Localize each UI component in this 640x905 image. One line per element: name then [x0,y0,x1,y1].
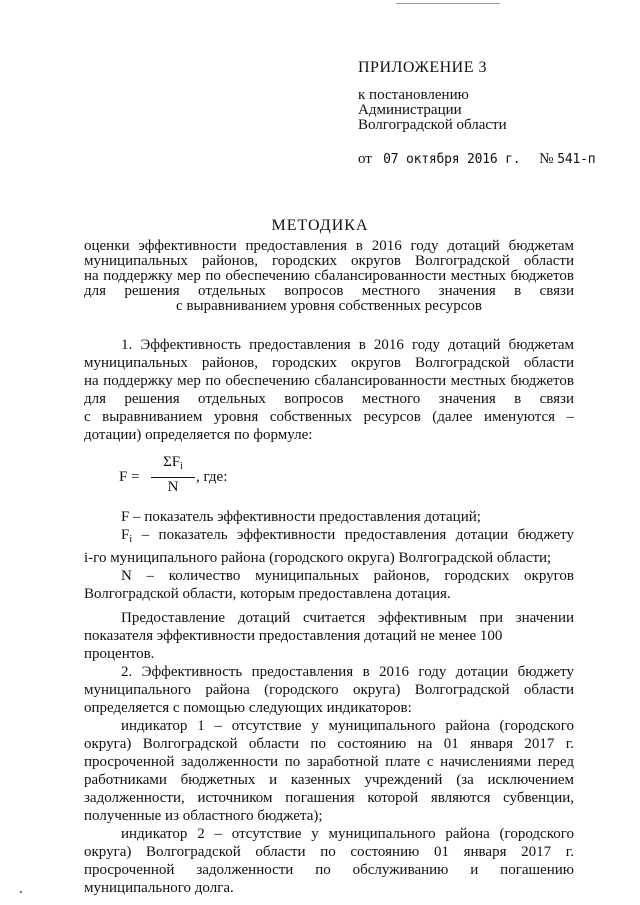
s1-line-4: для решения отдельных вопросов местного значения в связи [84,391,574,407]
ind1-line-1: индикатор 1 – отсутствие у муниципального района (городского [121,718,574,734]
numerator-subscript: i [180,461,183,472]
ind2-line-4: муниципального долга. [84,880,234,896]
fi-symbol: F [121,527,130,543]
appendix-title: ПРИЛОЖЕНИЕ 3 [358,59,488,76]
s2-line-1: 2. Эффективность предоставления в 2016 году дотации бюджету [121,664,574,680]
fi-subscript: i [129,534,133,545]
ind1-line-6: полученные из областного бюджета); [84,808,323,824]
def-n-line-1: N – количество муниципальных районов, городских округов [121,568,574,584]
formula-fraction [151,454,195,495]
s2-line-3: определяется с помощью следующих индикаторов: [84,700,412,716]
s2-line-2: муниципального района (городского округа) Волгоградской области [84,682,574,698]
number-prefix: № [539,151,554,167]
scan-speck [20,891,22,893]
ind2-line-3: просроченной задолженности по обслуживанию и погашению [84,862,574,878]
s1-line-1: 1. Эффективность предоставления в 2016 году дотаций бюджетам [121,337,574,353]
s1-line-6: дотации) определяется по формуле: [84,427,313,443]
s1-line-5: с выравниванием уровня собственных ресурсов (далее именуются – [84,409,574,425]
header-line-2: Администрации [358,102,462,118]
appendix-header [358,60,618,167]
ind1-line-4: работниками бюджетных и казенных учреждений (за исключением [84,772,574,788]
ind1-line-2: округа) Волгоградской области по состоянию на 01 января 2017 г. [84,736,574,752]
s1-line-2: муниципальных районов, городских округов Волгоградской области [84,355,574,371]
ind1-line-5: задолженности, источником погашения которой являются субвенции, [84,790,574,806]
date-prefix: от [358,151,372,167]
def-n-line-2: Волгоградской области, которым предоставлена дотация. [84,586,451,602]
document-subtitle [84,239,574,314]
numerator-text: ΣF [163,454,181,470]
def-f-line: F – показатель эффективности предоставления дотаций; [121,509,481,525]
date-value: 07 октября 2016 г. [383,152,521,167]
paragraph-effective [84,609,574,663]
ind1-line-3: просроченной задолженности по заработной плате с начислениями перед [84,754,574,770]
number-value: 541-п [557,152,596,167]
formula-lhs: F = [119,469,140,485]
def-fi-line-1 [84,526,574,549]
subtitle-line-4: для решения отдельных вопросов местного значения в связи [84,283,574,299]
formula-denominator: N [167,479,179,495]
resolution-date-line [358,152,618,167]
paragraph-indicator-1 [84,717,574,825]
paragraph-section-1 [84,336,574,444]
definition-fi [84,526,574,567]
subtitle-line-1: оценки эффективности предоставления в 2016 году дотаций бюджетам [84,238,574,254]
definition-f [84,508,574,526]
ind2-line-1: индикатор 2 – отсутствие у муниципального района (городского [121,826,574,842]
fraction-bar [151,477,195,478]
header-line-3: Волгоградской области [358,117,507,133]
definition-n [84,567,574,603]
formula-numerator [151,454,195,475]
top-edge-line [396,3,500,4]
def-fi-line-2: i-го муниципального района (городского округа) Волгоградской области; [84,550,552,566]
ind2-line-2: округа) Волгоградской области по состоянию 01 января 2017 г. [84,844,574,860]
document-title: МЕТОДИКА [271,217,369,234]
s1-line-3: на поддержку мер по обеспечению сбалансированности местных бюджетов [84,373,574,389]
subtitle-line-3: на поддержку мер по обеспечению сбалансированности местных бюджетов [84,268,574,284]
subtitle-line-2: муниципальных районов, городских округов Волгоградской области [84,253,574,269]
subtitle-line-5: с выравниванием уровня собственных ресурсов [176,298,482,314]
formula-tail: , где: [196,469,228,485]
eff-line-1: Предоставление дотаций считается эффективным при значении [121,610,574,626]
paragraph-section-2 [84,663,574,717]
header-line-1: к постановлению [358,87,469,103]
paragraph-indicator-2 [84,825,574,897]
eff-line-2: показателя эффективности предоставления дотаций не менее 100 процентов. [84,628,503,662]
fi-text: – показатель эффективности предоставления дотации бюджету [132,527,574,543]
document-body [84,336,574,897]
formula [84,454,574,500]
